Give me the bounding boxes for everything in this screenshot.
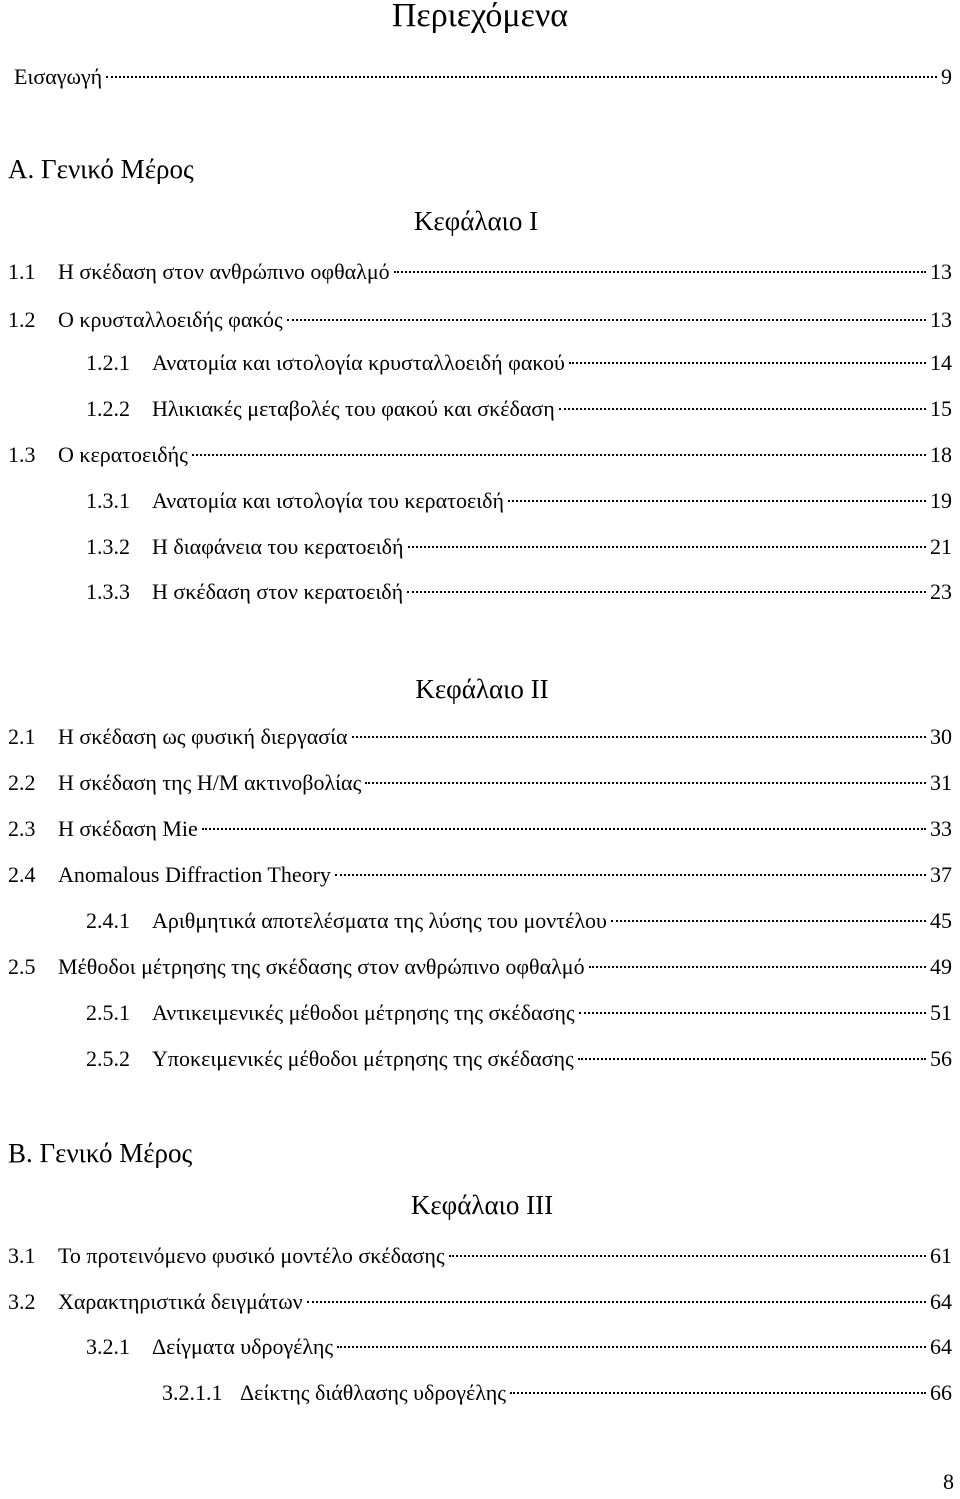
- dot-leader: [352, 736, 926, 738]
- toc-entry-text: Ο κερατοειδής: [58, 442, 188, 467]
- toc-entry-number: 3.2: [8, 1289, 36, 1314]
- toc-entry-page: 33: [930, 816, 952, 841]
- page-number: 8: [943, 1469, 954, 1494]
- toc-entry-intro[interactable]: [14, 62, 952, 92]
- toc-entry-text: Η σκέδαση στον ανθρώπινο οφθαλμό: [58, 259, 390, 284]
- toc-entry-number: 2.5.2: [86, 1046, 130, 1071]
- chapter-heading-2: Κεφάλαιο ΙΙ: [415, 674, 549, 704]
- toc-entry-page: 45: [930, 908, 952, 933]
- toc-entry-number: 2.5: [8, 954, 36, 979]
- toc-entry-page: 14: [930, 350, 952, 375]
- toc-entry-text: Το προτεινόμενο φυσικό μοντέλο σκέδασης: [58, 1243, 445, 1268]
- page-title: Περιεχόμενα: [391, 0, 569, 34]
- toc-entry-text: Υποκειμενικές μέθοδοι μέτρησης της σκέδασης: [152, 1046, 574, 1071]
- toc-entry-number: 2.3: [8, 816, 36, 841]
- toc-entry-text: Ο κρυσταλλοειδής φακός: [58, 307, 283, 332]
- dot-leader: [589, 966, 926, 968]
- toc-entry-text: Anomalous Diffraction Theory: [58, 862, 331, 887]
- toc-entry-number: 1.1: [8, 259, 36, 284]
- toc-entry-number: 3.2.1.1: [162, 1380, 223, 1405]
- toc-entry[interactable]: [8, 952, 952, 982]
- dot-leader: [578, 1058, 926, 1060]
- dot-leader: [508, 500, 926, 502]
- toc-entry-page: 37: [930, 862, 952, 887]
- toc-entry-page: 21: [930, 534, 952, 559]
- toc-entry-page: 18: [930, 442, 952, 467]
- dot-leader: [394, 271, 926, 273]
- part-heading-a: Α. Γενικό Μέρος: [8, 154, 194, 184]
- toc-entry-text: Μέθοδοι μέτρησης της σκέδασης στον ανθρώπινο οφθαλμό: [58, 954, 585, 979]
- dot-leader: [611, 920, 926, 922]
- toc-entry[interactable]: [8, 814, 952, 844]
- toc-entry[interactable]: [86, 577, 952, 607]
- toc-entry-number: 1.2: [8, 307, 36, 332]
- toc-entry-number: 1.2.2: [86, 396, 130, 421]
- dot-leader: [335, 874, 926, 876]
- toc-entry-number: 2.2: [8, 770, 36, 795]
- toc-entry-page: 19: [930, 488, 952, 513]
- dot-leader: [106, 76, 937, 78]
- toc-entry-page: 31: [930, 770, 952, 795]
- toc-entry[interactable]: [8, 305, 952, 335]
- dot-leader: [408, 546, 927, 548]
- toc-entry[interactable]: [8, 768, 952, 798]
- toc-entry[interactable]: [8, 257, 952, 287]
- dot-leader: [510, 1392, 926, 1394]
- toc-entry-number: 1.3.2: [86, 534, 130, 559]
- dot-leader: [559, 408, 926, 410]
- toc-entry-page: 49: [930, 954, 952, 979]
- dot-leader: [287, 319, 926, 321]
- toc-entry-text: Η διαφάνεια του κερατοειδή: [152, 534, 404, 559]
- toc-entry[interactable]: [8, 440, 952, 470]
- toc-entry-page: 64: [930, 1289, 952, 1314]
- toc-entry-page: 64: [930, 1334, 952, 1359]
- toc-entry-page: 13: [930, 259, 952, 284]
- dot-leader: [337, 1346, 926, 1348]
- toc-entry[interactable]: [8, 1287, 952, 1317]
- toc-entry-text: Ανατομία και ιστολογία κρυσταλλοειδή φακού: [152, 350, 565, 375]
- toc-entry-page: 61: [930, 1243, 952, 1268]
- toc-entry[interactable]: [86, 486, 952, 516]
- toc-entry-text: Η σκέδαση στον κερατοειδή: [152, 579, 404, 604]
- dot-leader: [449, 1255, 926, 1257]
- toc-entry-text: Αριθμητικά αποτελέσματα της λύσης του μοντέλου: [152, 908, 607, 933]
- toc-entry-page: 66: [930, 1380, 952, 1405]
- toc-entry-number: 2.4: [8, 862, 36, 887]
- toc-entry-text: Η σκέδαση Mie: [58, 816, 198, 841]
- chapter-heading-1: Κεφάλαιο Ι: [413, 206, 539, 236]
- toc-entry[interactable]: [8, 860, 952, 890]
- toc-entry-page: 9: [941, 64, 952, 89]
- toc-entry-page: 56: [930, 1046, 952, 1071]
- toc-entry-text: Ανατομία και ιστολογία του κερατοειδή: [152, 488, 505, 513]
- toc-entry[interactable]: [86, 394, 952, 424]
- toc-entry[interactable]: [86, 998, 952, 1028]
- toc-entry-number: 2.1: [8, 724, 36, 749]
- dot-leader: [307, 1301, 926, 1303]
- dot-leader: [192, 454, 926, 456]
- toc-entry-text: Χαρακτηριστικά δειγμάτων: [58, 1289, 303, 1314]
- toc-entry-text: Ηλικιακές μεταβολές του φακού και σκέδαση: [152, 396, 555, 421]
- toc-entry-page: 13: [930, 307, 952, 332]
- chapter-heading-3: Κεφάλαιο ΙΙΙ: [410, 1190, 554, 1220]
- toc-entry[interactable]: [86, 906, 952, 936]
- toc-entry-number: 2.5.1: [86, 1000, 130, 1025]
- toc-entry[interactable]: [86, 1332, 952, 1362]
- dot-leader: [407, 591, 926, 593]
- toc-entry-page: 23: [930, 579, 952, 604]
- toc-entry-text: Δείγματα υδρογέλης: [152, 1334, 334, 1359]
- toc-entry-number: 1.3.3: [86, 579, 130, 604]
- toc-entry-number: 1.3: [8, 442, 36, 467]
- toc-entry-text: Εισαγωγή: [14, 64, 103, 89]
- toc-entry-number: 1.2.1: [86, 350, 130, 375]
- part-heading-b: Β. Γενικό Μέρος: [8, 1138, 193, 1168]
- dot-leader: [579, 1012, 926, 1014]
- toc-entry-page: 30: [930, 724, 952, 749]
- toc-entry-number: 1.3.1: [86, 488, 130, 513]
- toc-entry-number: 3.1: [8, 1243, 36, 1268]
- toc-entry[interactable]: [8, 722, 952, 752]
- toc-entry-number: 2.4.1: [86, 908, 130, 933]
- toc-entry[interactable]: [8, 1241, 952, 1271]
- toc-entry-page: 15: [930, 396, 952, 421]
- toc-entry-text: Η σκέδαση ως φυσική διεργασία: [58, 724, 348, 749]
- toc-entry[interactable]: [162, 1378, 952, 1408]
- toc-entry-text: Δείκτης διάθλασης υδρογέλης: [240, 1380, 506, 1405]
- toc-entry[interactable]: [86, 1044, 952, 1074]
- dot-leader: [569, 362, 926, 364]
- toc-entry[interactable]: [86, 532, 952, 562]
- dot-leader: [365, 782, 926, 784]
- toc-entry-text: Η σκέδαση της Η/Μ ακτινοβολίας: [58, 770, 362, 795]
- toc-entry-page: 51: [930, 1000, 952, 1025]
- dot-leader: [202, 828, 926, 830]
- toc-entry-text: Αντικειμενικές μέθοδοι μέτρησης της σκέδασης: [152, 1000, 575, 1025]
- toc-entry-number: 3.2.1: [86, 1334, 130, 1359]
- toc-entry[interactable]: [86, 348, 952, 378]
